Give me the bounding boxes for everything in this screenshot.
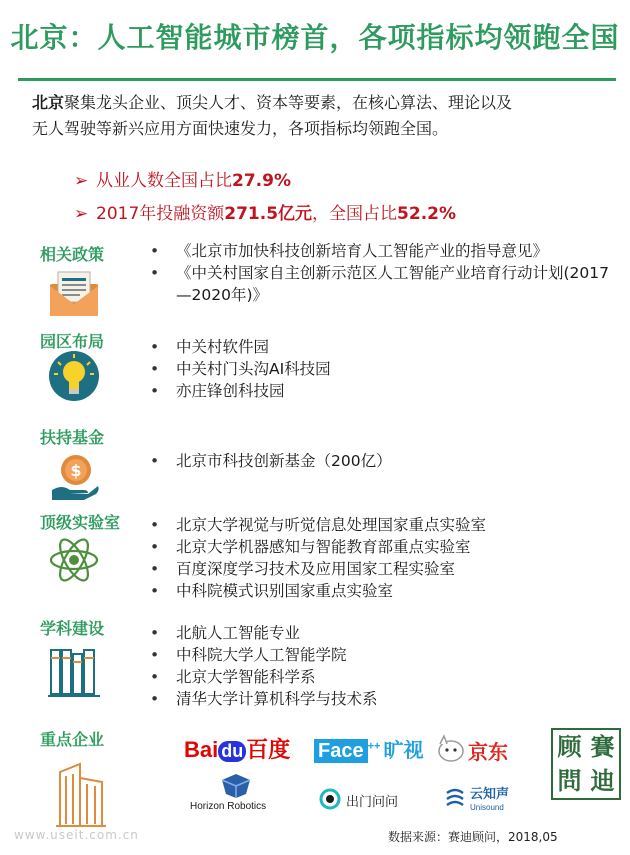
mobvoi-ring-icon	[318, 787, 342, 811]
arrow-bullet-icon: ➢	[74, 171, 89, 191]
list-item: • 北京大学机器感知与智能教育部重点实验室	[150, 536, 620, 558]
list-item: • 《中关村国家自主创新示范区人工智能产业培育行动计划(2017—2020年)》	[150, 262, 620, 306]
baidu-logo: Bai du 百度	[184, 737, 291, 762]
intro-lead: 北京	[32, 93, 65, 112]
ccid-seal-logo: 顾 賽 問 迪	[551, 728, 621, 800]
arrow-bullet-icon: ➢	[74, 204, 89, 224]
disciplines-list	[150, 622, 590, 710]
list-item: • 《北京市加快科技创新培育人工智能产业的指导意见》	[150, 240, 620, 262]
baidu-paw-icon: du	[218, 741, 246, 762]
megvii-logo: Face ++ 旷视	[314, 734, 423, 763]
data-source: 数据来源：赛迪顾问，2018,05	[388, 830, 558, 844]
policy-list	[150, 240, 620, 306]
list-item: • 北京大学智能科学系	[150, 666, 590, 688]
horizon-crystal-icon	[218, 772, 254, 800]
unisound-logo: 云知声 Unisound	[470, 786, 510, 812]
list-item: • 中科院大学人工智能学院	[150, 644, 590, 666]
parks-list	[150, 336, 590, 402]
list-item: • 北京大学视觉与听觉信息处理国家重点实验室	[150, 514, 620, 536]
list-item: • 百度深度学习技术及应用国家工程实验室	[150, 558, 620, 580]
horizon-logo: Horizon Robotics	[190, 801, 267, 812]
section-label-companies: 重点企业	[40, 730, 105, 749]
list-item: • 中科院模式识别国家重点实验室	[150, 580, 620, 602]
section-label-parks: 园区布局	[40, 332, 105, 351]
jd-dog-icon	[436, 734, 466, 764]
title-divider	[18, 78, 616, 81]
coin-hand-icon	[48, 450, 100, 502]
list-item: • 亦庄锋创科技园	[150, 380, 590, 402]
list-item: • 北京市科技创新基金（200亿）	[150, 450, 590, 472]
page-title: 北京：人工智能城市榜首，各项指标均领跑全国	[10, 21, 620, 54]
list-item: • 北航人工智能专业	[150, 622, 590, 644]
section-label-disciplines: 学科建设	[40, 619, 105, 638]
books-icon	[48, 646, 100, 698]
section-label-labs: 顶级实验室	[40, 513, 121, 532]
intro-paragraph	[32, 90, 612, 142]
envelope-document-icon	[48, 266, 100, 318]
atom-icon	[48, 534, 100, 586]
mobvoi-logo: 出门问问	[346, 794, 399, 809]
intro-line2: 无人驾驶等新兴应用方面快速发力，各项指标均领跑全国。	[32, 119, 449, 138]
highlight-employment: ➢ 从业人数全国占比27.9%	[74, 171, 291, 191]
intro-line1: 聚集龙头企业、顶尖人才、资本等要素，在核心算法、理论以及	[64, 93, 513, 112]
lightbulb-icon	[48, 350, 100, 402]
list-item: • 中关村门头沟AI科技园	[150, 358, 590, 380]
section-label-funds: 扶持基金	[40, 428, 105, 447]
funds-list	[150, 450, 590, 472]
jd-logo: 京东	[468, 742, 508, 764]
list-item: • 中关村软件园	[150, 336, 590, 358]
labs-list	[150, 514, 620, 602]
svg-text:$: $	[70, 461, 82, 480]
list-item: • 清华大学计算机科学与技术系	[150, 688, 590, 710]
watermark: www.useit.com.cn	[14, 828, 139, 842]
section-label-policy: 相关政策	[40, 245, 105, 264]
unisound-wave-icon	[444, 787, 466, 811]
highlight-investment: ➢ 2017年投融资额271.5亿元，全国占比52.2%	[74, 204, 457, 224]
building-icon	[56, 758, 106, 828]
